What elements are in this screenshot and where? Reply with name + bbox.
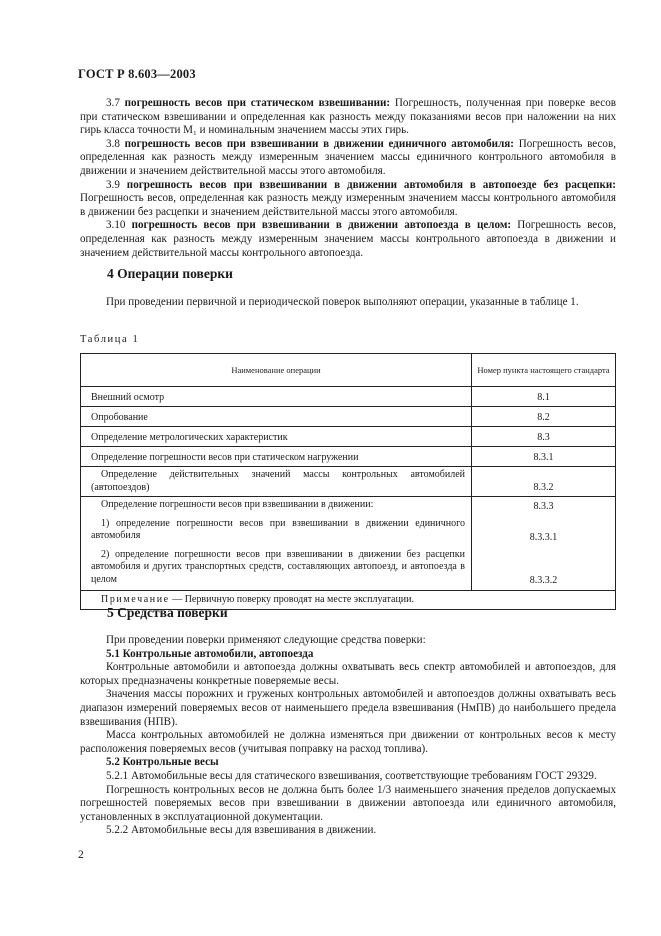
table-row xyxy=(81,407,616,427)
item-number: 3.10 xyxy=(106,219,126,232)
definition-text: Погрешность весов, определенная как разность между измеренным значением массы контрольного автомобиля в движении без расцепки и значением действительной массы этого автомобиля. xyxy=(80,192,616,218)
item-number-cell: 8.2 xyxy=(472,407,616,427)
subheading-text: 5.1 Контрольные автомобили, автопоезда xyxy=(106,647,314,660)
table-row xyxy=(81,467,616,497)
operation-cell xyxy=(81,497,472,591)
table-row xyxy=(81,447,616,467)
definition-text: Погрешность весов, определенная как разность между измеренным значением массы контрольного автопоезда в движении и значением действительной массы контрольного автопоезда. xyxy=(80,219,616,259)
operation-text: Определение действительных значений массы контрольных автомобилей (автопоездов) xyxy=(91,469,465,493)
column-header-operation: Наименование операции xyxy=(81,354,472,387)
item-number-main: 8.3.3 xyxy=(533,501,554,512)
paragraph: Контрольные автомобили и автопоезда должны охватывать весь спектр автомобилей и автопоездов, для которых предназначены конкретные поверяемые весы. xyxy=(80,661,616,687)
document-header: ГОСТ Р 8.603—2003 xyxy=(78,67,196,81)
definition-text: Погрешность, полученная при поверке весов при статическом взвешивании и определенная как разность между показаниями весов при наложении на них гирь класса точности М₁ и номинальным значением массы этих гирь. xyxy=(80,97,616,137)
operation-main: Определение погрешности весов при взвешивании в движении: xyxy=(101,499,374,510)
item-number-cell: 8.3 xyxy=(472,427,616,447)
item-number-cell: 8.1 xyxy=(472,387,616,407)
item-number: 3.8 xyxy=(106,137,120,150)
operation-sub-1: 1) определение погрешности весов при взвешивании в движении единичного автомобиля xyxy=(91,517,465,541)
definition-3-7 xyxy=(80,97,616,138)
paragraph: При проведении поверки применяют следующие средства поверки: xyxy=(106,634,426,646)
operation-cell: Опробование xyxy=(81,407,472,427)
operations-table xyxy=(80,353,616,610)
note-label: Примечание xyxy=(101,593,170,605)
item-number-sub-1: 8.3.3.1 xyxy=(529,531,558,543)
table-row xyxy=(81,427,616,447)
operation-cell: Определение метрологических характеристик xyxy=(81,427,472,447)
operation-sub-2: 2) определение погрешности весов при взвешивании в движении без расцепки автомобиля и других транспортных средств, составляющих автопоезд, и автопоезда в целом xyxy=(91,548,465,585)
section-4-heading: 4 Операции поверки xyxy=(107,266,233,281)
operation-cell: Внешний осмотр xyxy=(81,387,472,407)
table-row xyxy=(81,387,616,407)
table-row-dynamic xyxy=(81,497,616,591)
definition-3-9 xyxy=(80,179,616,220)
term: погрешность весов при взвешивании в движении автопоезда в целом: xyxy=(131,219,512,232)
term: погрешность весов при статическом взвешивании: xyxy=(124,97,391,109)
page-number: 2 xyxy=(78,849,84,861)
item-number-cell: 8.3.1 xyxy=(472,447,616,467)
section-5-body xyxy=(80,634,616,838)
paragraph: Погрешность контрольных весов не должна быть более 1/3 наименьшего значения пределов допускаемых погрешностей поверяемых весов при взвешивании в движении автопоезда или единичного автомобиля, установленных в эксплуатационной документации. xyxy=(80,783,616,823)
paragraph: Значения массы порожних и груженых контрольных автомобилей и автопоездов должны охватывать весь диапазон измерений поверяемых весов от наименьшего предела взвешивания (НмПВ) до наибольшего предела взвешивания (НПВ). xyxy=(80,688,616,728)
subheading-5-1 xyxy=(80,648,616,662)
table-header-row xyxy=(81,354,616,387)
definitions-section xyxy=(80,97,616,260)
section-4-intro xyxy=(80,296,616,310)
definition-text: Погрешность весов, определенная как разность между измеренным значением массы единичного контрольного автомобиля в движении и значением действительной массы этого автомобиля. xyxy=(80,137,616,177)
term: погрешность весов при взвешивании в движении автомобиля в автопоезде без расцепки: xyxy=(126,178,616,191)
note-text: — Первичную поверку проводят на месте эксплуатации. xyxy=(169,593,414,605)
intro-paragraph: При проведении первичной и периодической поверок выполняют операции, указанные в таблице 1. xyxy=(106,296,579,308)
definition-3-8 xyxy=(80,138,616,179)
term: погрешность весов при взвешивании в движении единичного автомобиля: xyxy=(124,137,514,150)
subheading-text: 5.2 Контрольные весы xyxy=(106,756,219,769)
subheading-5-2 xyxy=(80,756,616,770)
definition-3-10 xyxy=(80,219,616,260)
operation-cell: Определение погрешности весов при статическом нагружении xyxy=(81,447,472,467)
item-number: 3.9 xyxy=(106,178,120,191)
paragraph: 5.2.2 Автомобильные весы для взвешивания в движении. xyxy=(106,824,377,837)
item-number: 3.7 xyxy=(106,97,120,109)
column-header-item-number: Номер пункта настоящего стандарта xyxy=(472,354,616,387)
operation-cell xyxy=(81,467,472,497)
table-caption: Таблица 1 xyxy=(80,334,140,345)
item-number-sub-2: 8.3.3.2 xyxy=(529,575,558,586)
section-5-heading: 5 Средства поверки xyxy=(107,605,228,620)
item-number-cell: 8.3.2 xyxy=(472,467,616,497)
paragraph: 5.2.1 Автомобильные весы для статического взвешивания, соответствующие требованиям ГОСТ 29329. xyxy=(106,769,597,782)
item-number-cell xyxy=(472,497,616,591)
paragraph: Масса контрольных автомобилей не должна изменяться при движении от контрольных весов к месту расположения поверяемых весов (учитывая поправку на расход топлива). xyxy=(80,729,616,755)
